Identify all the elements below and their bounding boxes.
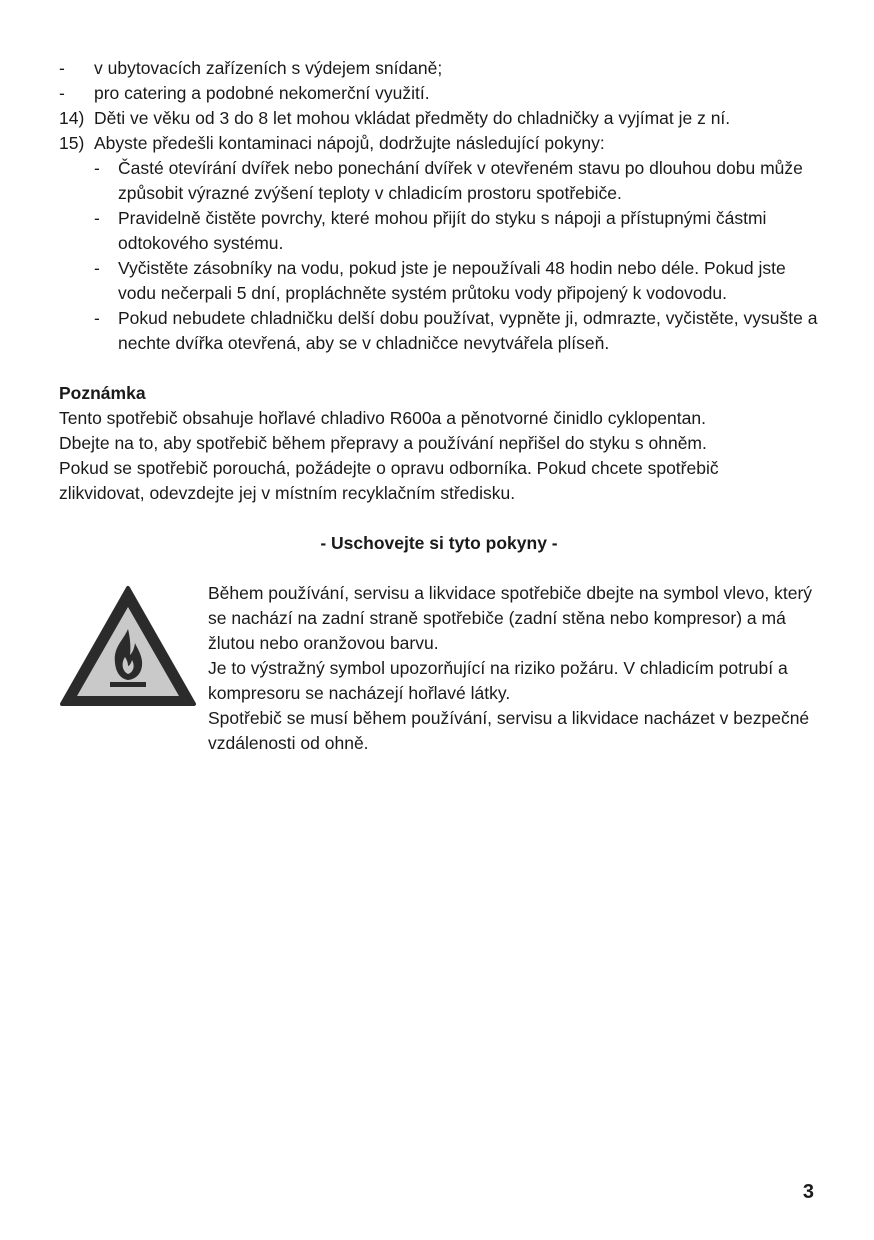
warning-paragraph: Během používání, servisu a likvidace spotřebiče dbejte na symbol vlevo, který se nachází na zadní straně spotřebiče (zadní stěna nebo kompresor) a má žlutou nebo oranžovou barvu. [208, 583, 813, 653]
warning-paragraph: Spotřebič se musí během používání, servisu a likvidace nacházet v bezpečné vzdálenosti od ohně. [208, 708, 810, 753]
warning-text [208, 581, 819, 756]
list-item [59, 131, 819, 156]
sublist-marker: - [94, 158, 100, 178]
sublist-marker: - [94, 258, 100, 278]
note-title: Poznámka [59, 383, 146, 403]
sublist-text: Pokud nebudete chladničku delší dobu používat, vypněte ji, odmrazte, vyčistěte, vysušte a nechte dvířka otevřená, aby se v chladničce nevytvářela plíseň. [118, 308, 818, 353]
list-text: pro catering a podobné nekomerční využití. [94, 83, 430, 103]
list-marker: 14) [59, 108, 85, 128]
list-text: Děti ve věku od 3 do 8 let mohou vkládat předměty do chladničky a vyjímat je z ní. [94, 108, 731, 128]
page-number: 3 [802, 1181, 814, 1203]
flammable-warning-section [59, 581, 819, 756]
flammable-warning-icon [59, 581, 208, 756]
note-section [59, 381, 819, 506]
sublist-marker: - [94, 308, 100, 328]
warning-paragraph: Je to výstražný symbol upozorňující na riziko požáru. V chladicím potrubí a kompresoru se nacházejí hořlavé látky. [208, 658, 788, 703]
sublist-text: Vyčistěte zásobníky na vodu, pokud jste je nepoužívali 48 hodin nebo déle. Pokud jste vodu nečerpali 5 dní, propláchněte systém průtoku vody připojený k vodovodu. [118, 258, 786, 303]
list-item [59, 56, 819, 81]
keep-instructions-heading: - Uschovejte si tyto pokyny - [320, 533, 558, 553]
list-marker: - [59, 83, 65, 103]
sublist-marker: - [94, 208, 100, 228]
sublist-item [94, 206, 819, 256]
contamination-sublist [94, 156, 819, 356]
sublist-text: Pravidelně čistěte povrchy, které mohou přijít do styku s nápoji a přístupnými částmi odtokového systému. [118, 208, 767, 253]
note-line: Dbejte na to, aby spotřebič během přepravy a používání nepřišel do styku s ohněm. [59, 433, 707, 453]
sublist-item [94, 156, 819, 206]
sublist-item [94, 306, 819, 356]
list-item [59, 81, 819, 106]
list-text: v ubytovacích zařízeních s výdejem snídaně; [94, 58, 443, 78]
instruction-list [59, 56, 819, 356]
note-line: Pokud se spotřebič porouchá, požádejte o opravu odborníka. Pokud chcete spotřebič [59, 458, 719, 478]
list-text: Abyste předešli kontaminaci nápojů, dodržujte následující pokyny: [94, 133, 605, 153]
list-marker: - [59, 58, 65, 78]
list-marker: 15) [59, 133, 85, 153]
document-page [59, 56, 819, 756]
note-line: Tento spotřebič obsahuje hořlavé chladivo R600a a pěnotvorné činidlo cyklopentan. [59, 408, 706, 428]
list-item [59, 106, 819, 131]
sublist-item [94, 256, 819, 306]
note-line: zlikvidovat, odevzdejte jej v místním recyklačním středisku. [59, 483, 516, 503]
sublist-text: Časté otevírání dvířek nebo ponechání dvířek v otevřeném stavu po dlouhou dobu může způsobit výrazné zvýšení teploty v chladicím prostoru spotřebiče. [118, 158, 803, 203]
